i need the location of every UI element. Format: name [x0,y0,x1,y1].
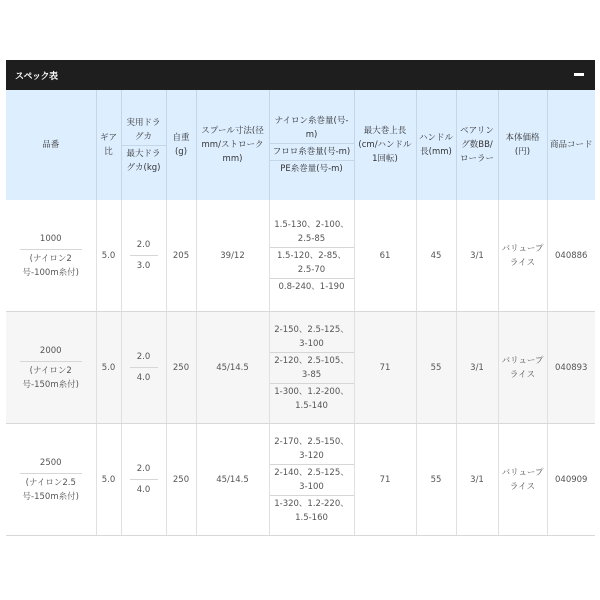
cell-drag [121,312,166,424]
col-code: 商品コード [547,90,595,200]
cell-handle: 55 [416,312,456,424]
col-drag-practical: 実用ドラグカ [126,117,161,142]
spec-header-bar [6,60,595,90]
cell-bearing: 3/1 [456,424,498,536]
model-number: 1000 [39,233,62,244]
cell-capacity [269,312,354,424]
drag-max: 4.0 [136,373,151,383]
fluoro-capacity: 2-140、2.5-125、3-100 [270,464,354,495]
pe-capacity: 0.8-240、1-190 [270,278,354,295]
cell-bearing: 3/1 [456,312,498,424]
cell-weight: 205 [166,200,196,312]
col-drag-max: 最大ドラグカ(kg) [122,145,166,176]
col-gear: ギア比 [96,90,121,200]
model-note: (ナイロン2号-100m糸付) [20,249,82,280]
cell-drag [121,424,166,536]
cell-item [6,312,96,424]
cell-gear: 5.0 [96,200,121,312]
cell-price: バリュープライス [498,312,547,424]
cell-weight: 250 [166,312,196,424]
cell-price: バリュープライス [498,200,547,312]
spec-table [6,90,595,536]
cell-capacity [269,424,354,536]
drag-practical: 2.0 [130,350,158,368]
cell-spool: 39/12 [196,200,269,312]
spec-panel [6,60,595,536]
cell-retrieve: 71 [354,424,416,536]
model-note: (ナイロン2号-150m糸付) [20,361,82,392]
model-number: 2500 [39,457,62,468]
col-price: 本体価格(円) [498,90,547,200]
col-spool: スプール寸法(径mm/ストロークmm) [196,90,269,200]
cell-gear: 5.0 [96,312,121,424]
cell-item [6,200,96,312]
col-capacity [269,90,354,200]
col-pe: PE糸巻量(号-m) [270,160,354,177]
col-handle: ハンドル長(mm) [416,90,456,200]
nylon-capacity: 1.5-130、2-100、2.5-85 [274,219,349,244]
pe-capacity: 1-300、1.2-200、1.5-140 [270,383,354,414]
cell-code: 040909 [547,424,595,536]
cell-price: バリュープライス [498,424,547,536]
fluoro-capacity: 2-120、2.5-105、3-85 [270,352,354,383]
cell-spool: 45/14.5 [196,312,269,424]
collapse-icon[interactable] [573,68,585,80]
cell-handle: 55 [416,424,456,536]
cell-code: 040886 [547,200,595,312]
drag-max: 3.0 [136,261,151,271]
cell-code: 040893 [547,312,595,424]
drag-practical: 2.0 [130,462,158,480]
col-drag [121,90,166,200]
cell-bearing: 3/1 [456,200,498,312]
col-fluoro: フロロ糸巻量(号-m) [270,143,354,160]
nylon-capacity: 2-170、2.5-150、3-120 [274,436,349,461]
cell-handle: 45 [416,200,456,312]
cell-capacity [269,200,354,312]
col-bearing: ベアリング数BB/ローラー [456,90,498,200]
spec-header-row [6,90,595,200]
cell-drag [121,200,166,312]
cell-item [6,424,96,536]
drag-max: 4.0 [136,485,151,495]
cell-spool: 45/14.5 [196,424,269,536]
cell-gear: 5.0 [96,424,121,536]
model-number: 2000 [39,345,62,356]
cell-weight: 250 [166,424,196,536]
table-row [6,200,595,312]
drag-practical: 2.0 [130,238,158,256]
model-note: (ナイロン2.5号-150m糸付) [20,473,82,504]
cell-retrieve: 71 [354,312,416,424]
col-nylon: ナイロン糸巻量(号-m) [274,116,349,140]
pe-capacity: 1-320、1.2-220、1.5-160 [270,495,354,526]
nylon-capacity: 2-150、2.5-125、3-100 [274,324,349,349]
col-item: 品番 [6,90,96,200]
table-row [6,424,595,536]
spec-title: スペック表 [15,72,58,82]
fluoro-capacity: 1.5-120、2-85、2.5-70 [270,247,354,278]
cell-retrieve: 61 [354,200,416,312]
col-weight: 自重(g) [166,90,196,200]
table-row [6,312,595,424]
col-retrieve: 最大巻上長(cm/ハンドル1回転) [354,90,416,200]
